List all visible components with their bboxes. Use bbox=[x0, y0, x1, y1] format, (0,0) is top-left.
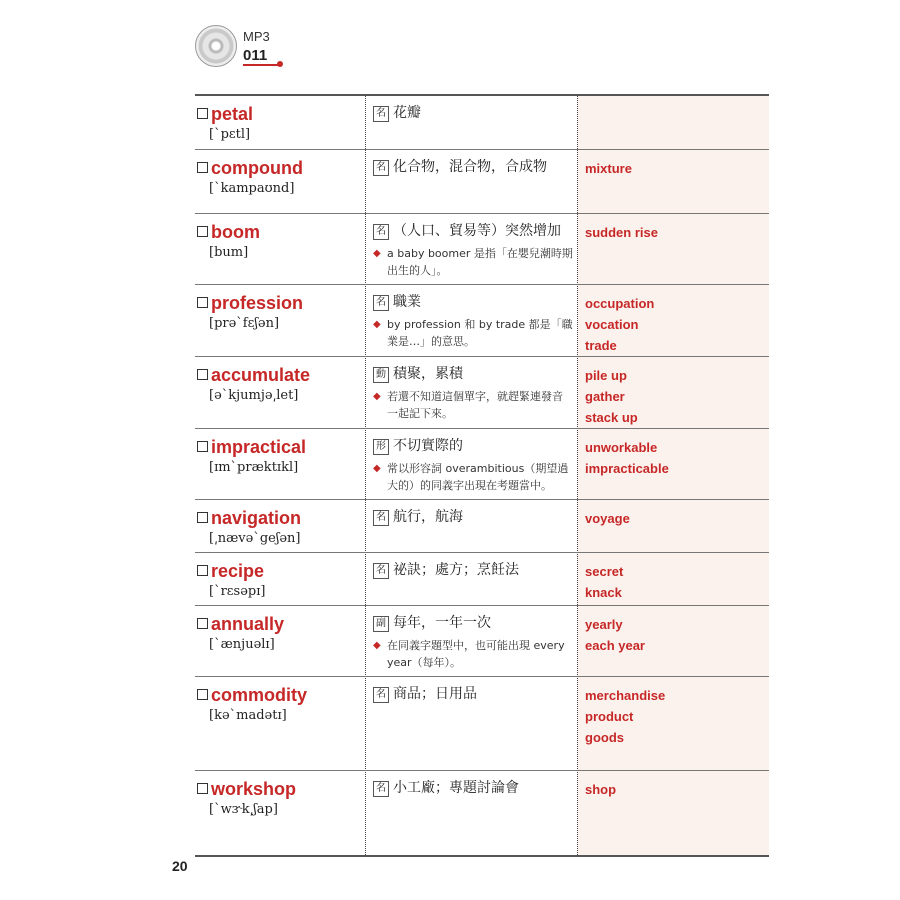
definition-cell bbox=[373, 777, 573, 799]
part-of-speech-badge: 形 bbox=[373, 439, 389, 455]
checkbox-icon[interactable] bbox=[197, 441, 208, 452]
checkbox-icon[interactable] bbox=[197, 297, 208, 308]
vocab-row bbox=[195, 429, 769, 500]
definition-text: 化合物，混合物，合成物 bbox=[393, 159, 547, 175]
phonetic: [bum] bbox=[209, 245, 249, 260]
part-of-speech-badge: 名 bbox=[373, 687, 389, 703]
vocab-row bbox=[195, 677, 769, 771]
headword bbox=[197, 365, 310, 386]
phonetic: [ˋpɛtl] bbox=[209, 127, 251, 142]
diamond-bullet-icon: ◆ bbox=[373, 640, 381, 651]
vocab-row bbox=[195, 150, 769, 214]
phonetic: [ɪmˋpræktɪkl] bbox=[209, 460, 299, 475]
definition-text: 不切實際的 bbox=[393, 438, 463, 454]
headword bbox=[197, 561, 264, 582]
definition-cell bbox=[373, 683, 573, 705]
definition-cell bbox=[373, 559, 573, 581]
definition bbox=[373, 363, 573, 385]
synonyms-cell bbox=[585, 614, 765, 656]
headword-text: impractical bbox=[211, 437, 307, 457]
synonym: product bbox=[585, 709, 634, 724]
synonyms-cell bbox=[585, 222, 765, 243]
part-of-speech-badge: 副 bbox=[373, 616, 389, 632]
diamond-bullet-icon: ◆ bbox=[373, 391, 381, 402]
vocab-row bbox=[195, 606, 769, 677]
synonym: unworkable bbox=[585, 440, 658, 455]
mp3-label: MP3 bbox=[243, 29, 270, 44]
part-of-speech-badge: 名 bbox=[373, 781, 389, 797]
vocabulary-table bbox=[195, 94, 769, 857]
synonym: stack up bbox=[585, 410, 638, 425]
definition-text: 商品；日用品 bbox=[393, 686, 477, 702]
phonetic: [ˋwɝk͵ʃap] bbox=[209, 802, 278, 817]
checkbox-icon[interactable] bbox=[197, 783, 208, 794]
synonym: gather bbox=[585, 389, 625, 404]
definition bbox=[373, 683, 573, 705]
synonym: impracticable bbox=[585, 461, 669, 476]
synonym: knack bbox=[585, 585, 622, 600]
usage-note bbox=[373, 245, 573, 279]
part-of-speech-badge: 名 bbox=[373, 295, 389, 311]
part-of-speech-badge: 名 bbox=[373, 106, 389, 122]
phonetic: [əˋkjumjə͵let] bbox=[209, 388, 299, 403]
vocab-row bbox=[195, 357, 769, 429]
definition-cell bbox=[373, 291, 573, 350]
usage-note bbox=[373, 460, 573, 494]
headword bbox=[197, 293, 303, 314]
part-of-speech-badge: 名 bbox=[373, 510, 389, 526]
mp3-underline bbox=[243, 64, 279, 66]
page-number: 20 bbox=[172, 858, 188, 874]
vocab-row bbox=[195, 500, 769, 553]
synonym: goods bbox=[585, 730, 624, 745]
vocab-row bbox=[195, 96, 769, 150]
part-of-speech-badge: 名 bbox=[373, 160, 389, 176]
synonyms-cell bbox=[585, 437, 765, 479]
usage-note bbox=[373, 316, 573, 350]
checkbox-icon[interactable] bbox=[197, 369, 208, 380]
definition bbox=[373, 612, 573, 634]
definition-text: 積聚，累積 bbox=[393, 366, 463, 382]
headword bbox=[197, 779, 296, 800]
part-of-speech-badge: 名 bbox=[373, 563, 389, 579]
definition bbox=[373, 220, 573, 242]
headword bbox=[197, 508, 301, 529]
mp3-badge bbox=[195, 25, 295, 75]
diamond-bullet-icon: ◆ bbox=[373, 248, 381, 259]
definition-cell bbox=[373, 506, 573, 528]
synonym: sudden rise bbox=[585, 225, 658, 240]
phonetic: [ˋkampaʊnd] bbox=[209, 181, 295, 196]
synonym: each year bbox=[585, 638, 645, 653]
synonym: yearly bbox=[585, 617, 623, 632]
synonym: mixture bbox=[585, 161, 632, 176]
vocab-row bbox=[195, 214, 769, 285]
definition bbox=[373, 777, 573, 799]
headword-text: profession bbox=[211, 293, 304, 313]
synonyms-cell bbox=[585, 561, 765, 603]
definition-cell bbox=[373, 156, 573, 178]
headword-text: accumulate bbox=[211, 365, 311, 385]
headword-text: recipe bbox=[211, 561, 265, 581]
phonetic: [ˋænjuəlɪ] bbox=[209, 637, 275, 652]
definition-text: 職業 bbox=[393, 294, 421, 310]
vocab-row bbox=[195, 771, 769, 855]
definition-cell bbox=[373, 363, 573, 422]
synonym: secret bbox=[585, 564, 624, 579]
headword bbox=[197, 222, 260, 243]
synonym: pile up bbox=[585, 368, 627, 383]
phonetic: [ˋrɛsəpɪ] bbox=[209, 584, 266, 599]
diamond-bullet-icon: ◆ bbox=[373, 463, 381, 474]
checkbox-icon[interactable] bbox=[197, 618, 208, 629]
headword bbox=[197, 158, 303, 179]
definition bbox=[373, 291, 573, 313]
definition-text: 每年，一年一次 bbox=[393, 615, 491, 631]
definition bbox=[373, 559, 573, 581]
synonyms-cell bbox=[585, 508, 765, 529]
headword bbox=[197, 437, 306, 458]
synonyms-cell bbox=[585, 685, 765, 748]
checkbox-icon[interactable] bbox=[197, 512, 208, 523]
usage-note bbox=[373, 388, 573, 422]
checkbox-icon[interactable] bbox=[197, 689, 208, 700]
part-of-speech-badge: 名 bbox=[373, 224, 389, 240]
diamond-bullet-icon: ◆ bbox=[373, 319, 381, 330]
headword bbox=[197, 614, 284, 635]
checkbox-icon[interactable] bbox=[197, 162, 208, 173]
definition bbox=[373, 102, 573, 124]
definition-text: 祕訣；處方；烹飪法 bbox=[393, 562, 519, 578]
headword-text: compound bbox=[211, 158, 303, 178]
usage-note-text: 在同義字題型中，也可能出現 every year（每年）。 bbox=[387, 639, 565, 669]
definition-text: （人口、貿易等）突然增加 bbox=[393, 223, 561, 239]
phonetic: [prəˋfɛʃən] bbox=[209, 316, 280, 331]
definition-text: 花瓣 bbox=[393, 105, 421, 121]
checkbox-icon[interactable] bbox=[197, 226, 208, 237]
checkbox-icon[interactable] bbox=[197, 565, 208, 576]
synonym: merchandise bbox=[585, 688, 666, 703]
usage-note-text: 常以形容詞 overambitious（期望過大的）的同義字出現在考題當中。 bbox=[387, 462, 569, 492]
mp3-dot bbox=[277, 61, 283, 67]
usage-note bbox=[373, 637, 573, 671]
checkbox-icon[interactable] bbox=[197, 108, 208, 119]
definition-text: 小工廠；專題討論會 bbox=[393, 780, 519, 796]
usage-note-text: 若還不知道這個單字，就趕緊連發音一起記下來。 bbox=[387, 390, 563, 420]
synonym: vocation bbox=[585, 317, 639, 332]
definition-cell bbox=[373, 102, 573, 124]
headword-text: workshop bbox=[211, 779, 297, 799]
vocab-row bbox=[195, 553, 769, 606]
definition bbox=[373, 506, 573, 528]
definition-cell bbox=[373, 612, 573, 671]
definition-cell bbox=[373, 435, 573, 494]
synonym: occupation bbox=[585, 296, 655, 311]
headword-text: annually bbox=[211, 614, 285, 634]
synonyms-cell bbox=[585, 158, 765, 179]
headword-text: navigation bbox=[211, 508, 302, 528]
usage-note-text: by profession 和 by trade 都是「職業是…」的意思。 bbox=[387, 318, 573, 348]
part-of-speech-badge: 動 bbox=[373, 367, 389, 383]
phonetic: [͵nævəˋgeʃən] bbox=[209, 531, 301, 546]
headword bbox=[197, 104, 253, 125]
vocab-row bbox=[195, 285, 769, 357]
headword-text: boom bbox=[211, 222, 260, 242]
synonyms-cell bbox=[585, 779, 765, 800]
headword-text: petal bbox=[211, 104, 254, 124]
synonym: trade bbox=[585, 338, 617, 353]
definition-text: 航行，航海 bbox=[393, 509, 463, 525]
synonyms-cell bbox=[585, 365, 765, 428]
headword-text: commodity bbox=[211, 685, 308, 705]
headword bbox=[197, 685, 307, 706]
phonetic: [kəˋmadətɪ] bbox=[209, 708, 287, 723]
definition bbox=[373, 156, 573, 178]
synonym: voyage bbox=[585, 511, 630, 526]
synonym: shop bbox=[585, 782, 617, 797]
mp3-track-number: 011 bbox=[243, 47, 268, 64]
cd-icon bbox=[195, 25, 237, 67]
definition-cell bbox=[373, 220, 573, 279]
usage-note-text: a baby boomer 是指「在嬰兒潮時期出生的人」。 bbox=[387, 247, 573, 277]
synonyms-cell bbox=[585, 293, 765, 356]
definition bbox=[373, 435, 573, 457]
